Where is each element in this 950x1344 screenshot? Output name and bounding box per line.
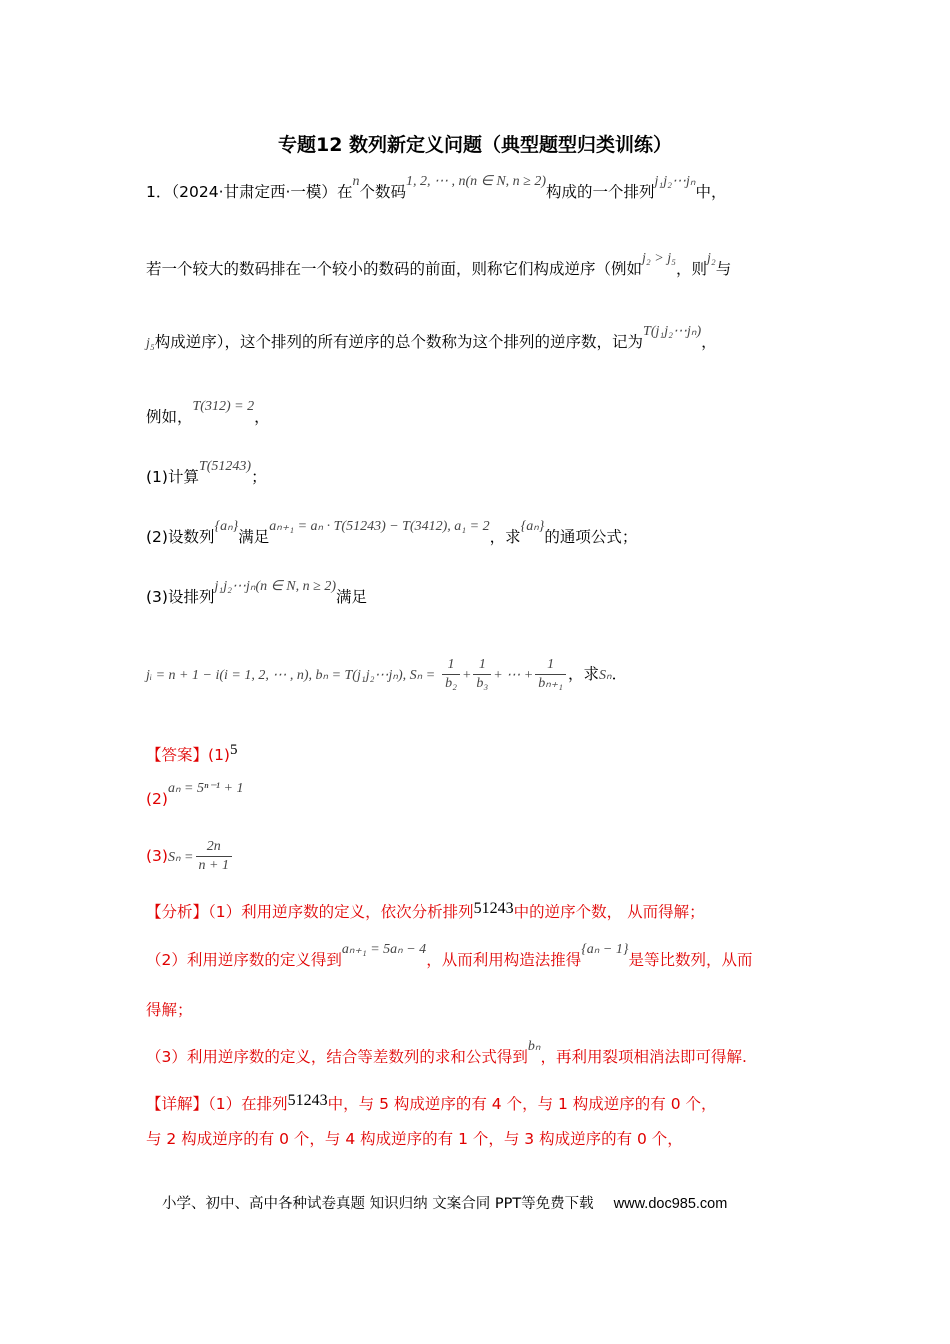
question-line-1	[146, 174, 727, 202]
detail-label: 【详解】	[146, 1095, 209, 1113]
analysis-line-4	[146, 1039, 747, 1067]
text: 个数码	[359, 183, 406, 201]
math-an: {aₙ}	[214, 519, 239, 534]
text: ，从而利用构造法推得	[426, 951, 582, 969]
text: ，	[254, 408, 270, 426]
footer-text: 小学、初中、高中各种试卷真题 知识归纳 文案合同 PPT等免费下载	[162, 1196, 594, 1212]
math-j2-gt-j5: j₂ > j₅	[642, 251, 676, 266]
numerator: 1	[442, 656, 460, 675]
text: 满足	[238, 528, 270, 546]
math-bn: bₙ	[527, 1039, 541, 1054]
fraction-1-over-b2	[442, 656, 460, 693]
text: 中的逆序个数， 从而得解；	[513, 903, 705, 921]
footer-url[interactable]: www.doc985.com	[613, 1196, 728, 1212]
answer-line-1	[146, 743, 237, 765]
text: (1)计算	[146, 468, 199, 486]
analysis-line-3	[146, 998, 193, 1020]
answer-label: 【答案】	[146, 746, 209, 764]
part-2	[146, 519, 638, 547]
text: 中，	[695, 183, 727, 201]
part-1	[146, 459, 267, 487]
text: 构成逆序），这个排列的所有逆序的总个数称为这个排列的逆序数，记为	[154, 333, 644, 351]
text: （1）在排列	[208, 1095, 288, 1113]
answer-2-value: aₙ = 5ⁿ⁻¹ + 1	[167, 781, 244, 796]
part-3	[146, 579, 368, 607]
part-3-definition	[146, 656, 627, 693]
math-T51243: T(51243)	[198, 459, 252, 474]
plus: +	[461, 668, 472, 683]
question-number: 1．	[146, 183, 172, 201]
text: ，	[701, 333, 717, 351]
question-source: （2024·甘肃定西·一模）	[171, 183, 337, 201]
denominator: b₂	[445, 676, 457, 691]
text: （2）利用逆序数的定义得到	[146, 951, 342, 969]
analysis-line-1	[146, 900, 705, 922]
text: ，求	[489, 528, 521, 546]
math-digits: 1, 2, ⋯ , n(n ∈ N, n ≥ 2)	[405, 174, 547, 189]
question-line-2	[146, 251, 732, 279]
numerator: 1	[535, 656, 566, 675]
math-n: n	[352, 174, 360, 189]
text: ，则	[675, 260, 707, 278]
answer-3-lhs: Sₙ =	[167, 850, 194, 865]
math-an-minus-1: {aₙ − 1}	[581, 942, 629, 957]
answer-line-2	[146, 781, 244, 809]
text: 满足	[336, 588, 368, 606]
text: (2)设数列	[146, 528, 215, 546]
detail-line-2	[146, 1127, 683, 1149]
text: ，再利用裂项相消法即可得解.	[540, 1048, 747, 1066]
answer-line-3	[146, 838, 234, 875]
numerator: 1	[473, 656, 491, 675]
math-j5: j₅	[146, 336, 155, 351]
text: 与	[715, 260, 732, 278]
text: ，求	[568, 665, 600, 683]
text: 构成的一个排列	[546, 183, 655, 201]
text: 例如，	[146, 408, 193, 426]
math-j2: j₂	[707, 251, 716, 266]
text: 得解；	[146, 1001, 193, 1019]
page-title: 专题12 数列新定义问题（典型题型归类训练）	[277, 134, 673, 156]
answer-3-fraction	[196, 838, 232, 875]
text: 在	[336, 183, 353, 201]
math-T-definition: T(j₁j₂⋯jₙ)	[643, 324, 702, 339]
plus-dots: + ⋯ +	[493, 668, 534, 683]
math-recurrence-2: aₙ₊₁ = 5aₙ − 4	[341, 942, 427, 957]
math-permutation: j₁j₂⋯jₙ	[654, 174, 696, 189]
math-an-2: {aₙ}	[520, 519, 545, 534]
text: (3)设排列	[146, 588, 215, 606]
text: 与 2 构成逆序的有 0 个，与 4 构成逆序的有 1 个，与 3 构成逆序的有 0 个，	[146, 1130, 683, 1148]
denominator: n + 1	[198, 858, 229, 873]
denominator: bₙ₊₁	[538, 676, 564, 691]
analysis-line-2	[146, 942, 753, 970]
text: ．	[611, 665, 628, 683]
math-permutation-2: j₁j₂⋯jₙ(n ∈ N, n ≥ 2)	[214, 579, 336, 594]
detail-line-1	[146, 1092, 717, 1114]
number-51243: 51243	[287, 1092, 328, 1109]
math-T312: T(312) = 2	[192, 399, 255, 414]
question-line-3	[146, 324, 717, 352]
math-definition: jᵢ = n + 1 − i(i = 1, 2, ⋯ , n), bₙ = T(j₁j₂⋯jₙ), Sₙ =	[146, 668, 436, 683]
text: 若一个较大的数码排在一个较小的数码的前面，则称它们构成逆序（例如	[146, 260, 643, 278]
fraction-1-over-b3	[473, 656, 491, 693]
number-51243: 51243	[473, 900, 514, 917]
math-recurrence: aₙ₊₁ = aₙ · T(51243) − T(3412), a₁ = 2	[269, 519, 490, 534]
answer-1-value: 5	[229, 742, 238, 758]
text: (1)	[208, 746, 230, 764]
text: 的通项公式；	[544, 528, 638, 546]
text: ；	[251, 468, 267, 486]
text: 是等比数列，从而	[628, 951, 753, 969]
text: (2)	[146, 790, 168, 808]
page-footer	[162, 1192, 727, 1213]
fraction-1-over-bn1	[535, 656, 566, 693]
math-Sn: Sₙ	[599, 668, 612, 683]
denominator: b₃	[476, 676, 489, 691]
text: (3)	[146, 847, 168, 865]
question-line-4	[146, 399, 270, 427]
analysis-label: 【分析】	[146, 903, 209, 921]
text: （1）利用逆序数的定义，依次分析排列	[208, 903, 474, 921]
numerator: 2n	[196, 838, 232, 857]
text: （3）利用逆序数的定义，结合等差数列的求和公式得到	[146, 1048, 528, 1066]
text: 中，与 5 构成逆序的有 4 个，与 1 构成逆序的有 0 个，	[327, 1095, 717, 1113]
